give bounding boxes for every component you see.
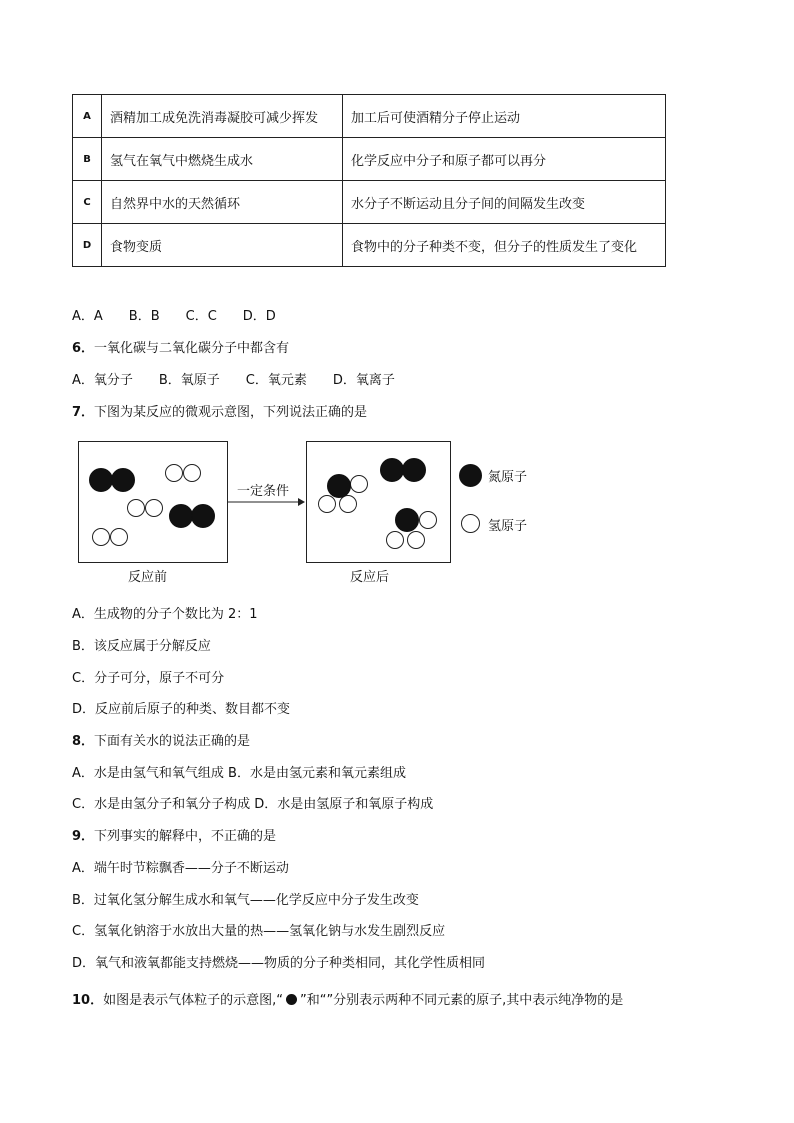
statement-table	[72, 94, 666, 267]
hydrogen-atom	[407, 531, 425, 549]
row-key: D	[73, 224, 102, 267]
q9-option-b: B．过氧化氢分解生成水和氧气——化学反应中分子发生改变	[72, 893, 419, 908]
hydrogen-atom	[419, 511, 437, 529]
q9-number: 9．	[72, 829, 95, 844]
nitrogen-atom	[402, 458, 426, 482]
q8-question	[72, 730, 250, 749]
row-explanation: 水分子不断运动且分子间的间隔发生改变	[343, 181, 666, 224]
q8-options-ab: A．水是由氢气和氧气组成 B．水是由氢元素和氧元素组成	[72, 766, 406, 781]
q7-number: 7．	[72, 405, 95, 420]
hydrogen-atom	[350, 475, 368, 493]
hydrogen-atom	[127, 499, 145, 517]
q7-option-a: A．生成物的分子个数比为 2：1	[72, 607, 258, 622]
q6-stem: 一氧化碳与二氧化碳分子中都含有	[94, 341, 290, 356]
row-event: 酒精加工成免洗消毒凝胶可减少挥发	[102, 95, 343, 138]
q10-question	[72, 989, 623, 1008]
row-explanation: 食物中的分子种类不变，但分子的性质发生了变化	[343, 224, 666, 267]
q9-option-a: A．端午时节粽飘香——分子不断运动	[72, 861, 289, 876]
nitrogen-atom	[380, 458, 404, 482]
nitrogen-atom	[191, 504, 215, 528]
nitrogen-atom	[327, 474, 351, 498]
q7-option-c: C．分子可分，原子不可分	[72, 671, 225, 686]
table-row	[73, 138, 666, 181]
q9-option-d: D．氧气和液氧都能支持燃烧——物质的分子种类相同，其化学性质相同	[72, 956, 486, 971]
q7-question	[72, 401, 367, 420]
hydrogen-atom	[318, 495, 336, 513]
q6-options: A．氧分子 B．氧原子 C．氧元素 D．氧离子	[72, 373, 395, 388]
q8-number: 8．	[72, 734, 95, 749]
hydrogen-legend-icon	[461, 514, 480, 533]
row-explanation: 化学反应中分子和原子都可以再分	[343, 138, 666, 181]
table-row	[73, 181, 666, 224]
arrow-label: 一定条件	[237, 484, 290, 499]
arrow-icon	[228, 496, 306, 508]
row-event: 食物变质	[102, 224, 343, 267]
nitrogen-atom	[111, 468, 135, 492]
q8-stem: 下面有关水的说法正确的是	[94, 734, 251, 749]
legend-nitrogen-label: 氮原子	[488, 470, 528, 485]
nitrogen-legend-icon	[459, 464, 482, 487]
q10-number: 10．	[72, 993, 104, 1008]
q7-stem: 下图为某反应的微观示意图，下列说法正确的是	[94, 405, 368, 420]
hydrogen-atom	[92, 528, 110, 546]
q6-question	[72, 337, 289, 356]
before-label: 反应前	[128, 570, 168, 585]
row-event: 自然界中水的天然循环	[102, 181, 343, 224]
hydrogen-atom	[165, 464, 183, 482]
q9-question	[72, 825, 276, 844]
row-explanation: 加工后可使酒精分子停止运动	[343, 95, 666, 138]
q10-stem-a: 如图是表示气体粒子的示意图,“	[103, 993, 283, 1008]
nitrogen-atom	[89, 468, 113, 492]
table-row	[73, 224, 666, 267]
row-key: B	[73, 138, 102, 181]
row-key: C	[73, 181, 102, 224]
q9-option-c: C．氢氧化钠溶于水放出大量的热——氢氧化钠与水发生剧烈反应	[72, 924, 446, 939]
q5-options: A．A B．B C．C D．D	[72, 309, 276, 324]
q7-option-d: D．反应前后原子的种类、数目都不变	[72, 702, 291, 717]
q7-option-b: B．该反应属于分解反应	[72, 639, 211, 654]
row-key: A	[73, 95, 102, 138]
table-row	[73, 95, 666, 138]
hydrogen-atom	[183, 464, 201, 482]
legend-hydrogen-label: 氢原子	[488, 519, 528, 534]
black-dot-icon	[286, 994, 297, 1005]
q9-stem: 下列事实的解释中，不正确的是	[94, 829, 277, 844]
hydrogen-atom	[386, 531, 404, 549]
q10-stem-b: ”和“”分别表示两种不同元素的原子,其中表示纯净物的是	[299, 993, 624, 1008]
hydrogen-atom	[110, 528, 128, 546]
nitrogen-atom	[395, 508, 419, 532]
q6-number: 6．	[72, 341, 95, 356]
nitrogen-atom	[169, 504, 193, 528]
row-event: 氢气在氧气中燃烧生成水	[102, 138, 343, 181]
after-label: 反应后	[350, 570, 390, 585]
hydrogen-atom	[145, 499, 163, 517]
q8-options-cd: C．水是由氢分子和氧分子构成 D．水是由氢原子和氧原子构成	[72, 797, 434, 812]
